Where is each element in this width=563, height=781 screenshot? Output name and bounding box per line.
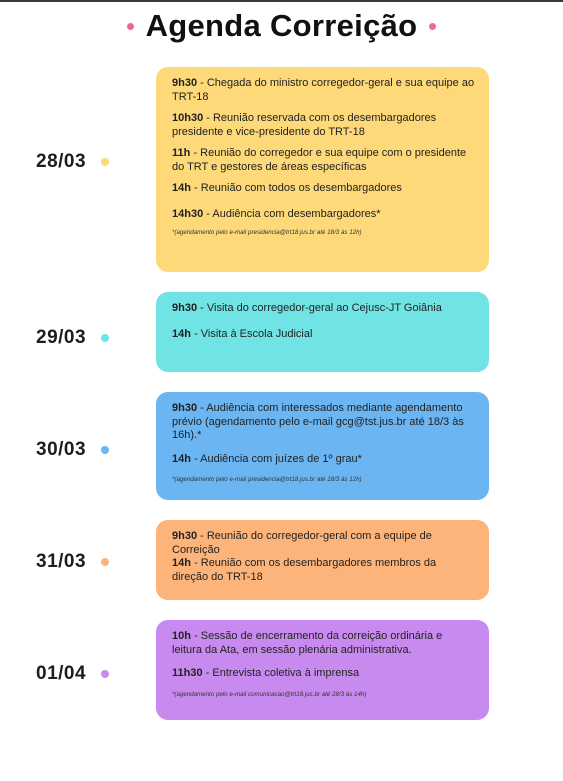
- schedule-card: [156, 67, 489, 272]
- schedule-item: 11h30 - Entrevista coletiva à imprensa: [172, 667, 360, 679]
- date-label: 31/03: [36, 551, 87, 572]
- schedule-card: [156, 392, 489, 500]
- schedule-item: 14h - Reunião com todos os desembargadores: [172, 182, 402, 194]
- schedule-card: [156, 292, 489, 372]
- title-dot-right: [429, 23, 436, 30]
- schedule-item: 14h30 - Audiência com desembargadores*: [172, 207, 381, 220]
- schedule-note: *(agendamento pelo e-mail presidencia@trt18.jus.br até 18/3 às 12h): [172, 476, 362, 483]
- page-title: Agenda Correição: [145, 8, 418, 43]
- date-label: 01/04: [36, 663, 87, 684]
- date-label: 29/03: [36, 327, 87, 348]
- title-dot-left: [127, 23, 134, 30]
- date-label: 28/03: [36, 151, 87, 172]
- timeline-dot: [101, 446, 109, 454]
- timeline-dot: [101, 158, 109, 166]
- schedule-card: [156, 520, 489, 600]
- timeline-dot: [101, 670, 109, 678]
- schedule-item: 14h - Audiência com juízes de 1º grau*: [172, 452, 362, 465]
- top-border: [0, 0, 563, 2]
- schedule-item: 14h - Visita à Escola Judicial: [172, 327, 313, 340]
- schedule-note: *(agendamento pelo e-mail presidencia@trt18.jus.br até 18/3 às 12h): [172, 229, 362, 236]
- schedule-item: 9h30 - Reunião do corregedor-geral com a equipe de Correição: [172, 530, 432, 556]
- schedule-item: 10h - Sessão de encerramento da correição ordinária e leitura da Ata, em sessão plenária administrativa.: [172, 630, 443, 656]
- schedule-note: *(agendamento pelo e-mail comunicacao@trt18.jus.br até 28/3 às 14h): [172, 690, 367, 698]
- schedule-item: 9h30 - Visita do corregedor-geral ao Cejusc-JT Goiânia: [172, 302, 442, 314]
- timeline-dot: [101, 334, 109, 342]
- page-header: [0, 8, 563, 44]
- schedule-item: 14h - Reunião com os desembargadores membros da direção do TRT-18: [172, 557, 437, 583]
- schedule-item: 9h30 - Chegada do ministro corregedor-geral e sua equipe ao TRT-18: [172, 77, 475, 103]
- schedule-item: 9h30 - Audiência com interessados mediante agendamento prévio (agendamento pelo e-mail gcg@tst.jus.br até 18/3 às 16h).*: [172, 402, 464, 441]
- schedule-item: 10h30 - Reunião reservada com os desembargadores presidente e vice-presidente do TRT-18: [172, 112, 437, 138]
- timeline-dot: [101, 558, 109, 566]
- schedule-item: 11h - Reunião do corregedor e sua equipe com o presidente do TRT e gestores de áreas específicas: [172, 147, 467, 173]
- schedule-card: [156, 620, 489, 720]
- date-label: 30/03: [36, 439, 87, 460]
